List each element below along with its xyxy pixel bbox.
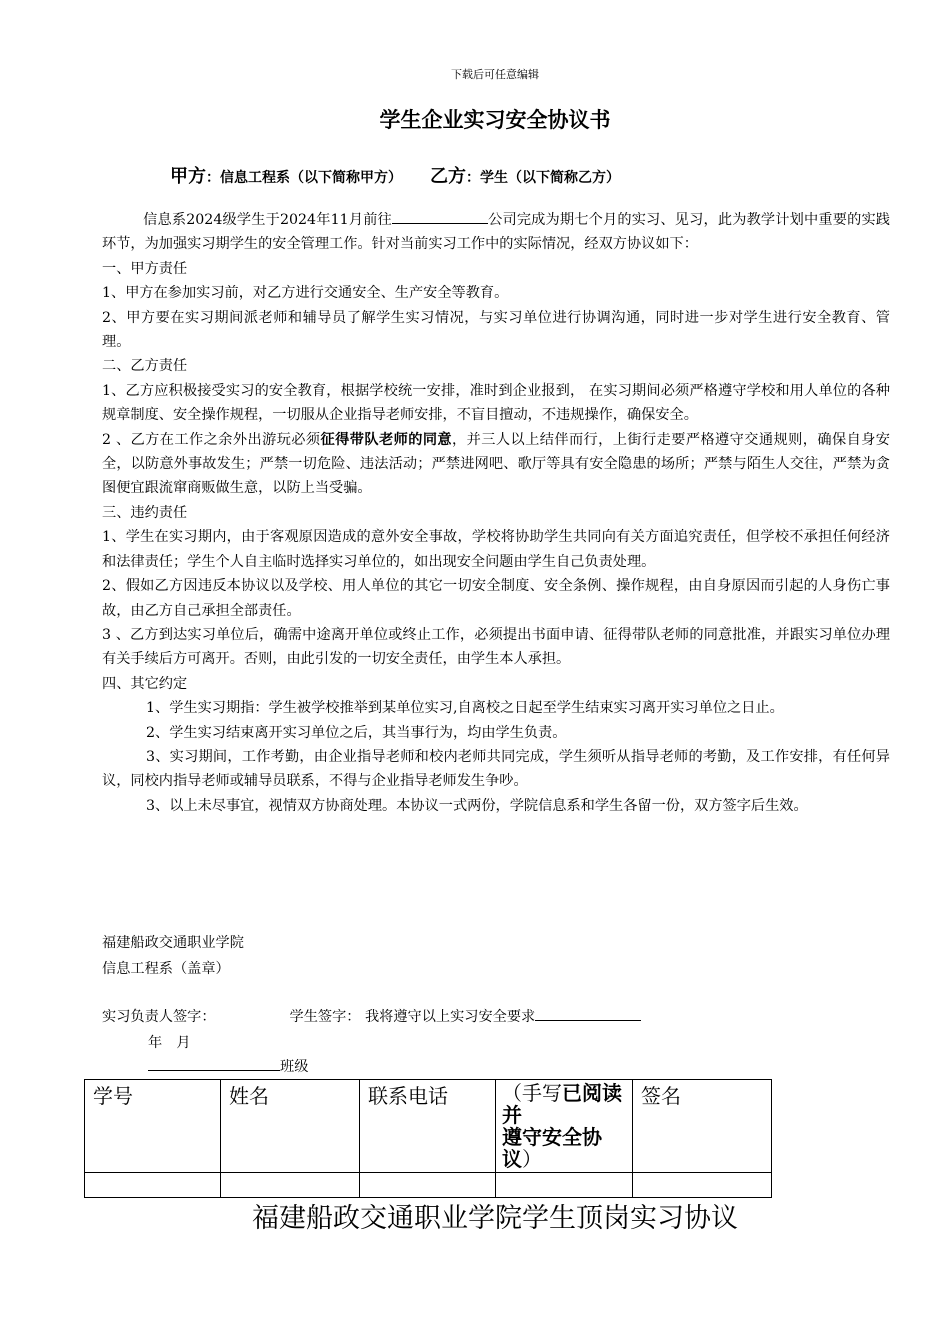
- clause-item: 1、学生实习期指：学生被学校推举到某单位实习,自离校之日起至学生结束实习离开实习单位之日止。: [146, 700, 784, 717]
- clause-item: 1、学生在实习期内，由于客观原因造成的意外安全事故，学校将协助学生共同向有关方面追究责任，但学校不承担任何经济和法律责任；学生个人自主临时选择实习单位的，如出现安全问题由学生自己负责处理。: [102, 529, 890, 570]
- table-cell[interactable]: [633, 1173, 772, 1198]
- section-heading: 一、甲方责任: [102, 260, 188, 277]
- table-cell[interactable]: [221, 1173, 360, 1198]
- clause-item: 3 、乙方到达实习单位后，确需中途离开单位或终止工作，必须提出书面申请、征得带队老师的同意批准，并跟实习单位办理有关手续后方可离开。否则，由此引发的一切安全责任，由学生本人承担。: [102, 626, 890, 668]
- column-header: 联系电话: [360, 1080, 496, 1173]
- party-a-label: 甲方: [170, 166, 206, 187]
- note-emphasis: 遵守安全协议: [502, 1125, 602, 1171]
- department-seal: 信息工程系（盖章）: [102, 961, 230, 977]
- header-note: 下载后可任意编辑: [451, 68, 539, 81]
- clause-emphasis: 征得带队老师的同意: [320, 431, 453, 448]
- column-header-acknowledgement: [496, 1080, 633, 1173]
- table-row: [85, 1173, 772, 1198]
- organization-block: [102, 930, 244, 982]
- party-b-text: ：学生（以下简称乙方）: [466, 170, 620, 186]
- clause-text: 2 、乙方在工作之余外出游玩必须: [102, 431, 321, 448]
- student-signature-label: 学生签字： 我将遵守以上实习安全要求: [289, 1009, 536, 1025]
- agreement-body: [102, 208, 890, 818]
- party-a-text: ：信息工程系（以下简称甲方）: [206, 170, 402, 186]
- table-cell[interactable]: [360, 1173, 496, 1198]
- parties-line: [170, 162, 620, 188]
- clause-item: 2、假如乙方因违反本协议以及学校、用人单位的其它一切安全制度、安全条例、操作规程，由自身原因而引起的人身伤亡事故，由乙方自己承担全部责任。: [102, 578, 890, 619]
- clause-item: 3、以上未尽事宜，视情双方协商处理。本协议一式两份，学院信息系和学生各留一份，双方签字后生效。: [146, 797, 808, 814]
- section-heading: 四、其它约定: [102, 675, 188, 692]
- clause-text: ，并三人以上结伴而行，上街行走要严格遵守交通规则，确保自身安全，以防意外事故发生；严禁一切危险、违法活动；严禁进网吧、歌厅等具有安全隐患的场所；严禁与陌生人交往，严禁为贪图便宜跟流窜商贩做生意，以防上当受骗。: [102, 431, 890, 497]
- next-document-title: 福建船政交通职业学院学生顶岗实习协议: [252, 1203, 738, 1234]
- date-line: 年 月: [148, 1035, 191, 1051]
- school-name: 福建船政交通职业学院: [102, 935, 244, 951]
- column-header: 姓名: [221, 1080, 360, 1173]
- class-label: 班级: [280, 1059, 309, 1075]
- column-header: 签名: [633, 1080, 772, 1173]
- section-heading: 三、违约责任: [102, 504, 188, 521]
- table-header-row: [85, 1080, 772, 1173]
- document-title: 学生企业实习安全协议书: [379, 108, 611, 132]
- note-emphasis: 已阅读并: [502, 1081, 622, 1127]
- intro-text-before: 信息系2024级学生于2024年11月前往: [143, 212, 392, 228]
- class-line: [148, 1056, 308, 1076]
- table-cell[interactable]: [496, 1173, 633, 1198]
- class-blank[interactable]: [148, 1056, 280, 1071]
- column-header: 学号: [85, 1080, 221, 1173]
- company-blank[interactable]: [392, 209, 488, 224]
- clause-item: 1、乙方应积极接受实习的安全教育，根据学校统一安排，准时到企业报到， 在实习期间必须严格遵守学校和用人单位的各种规章制度、安全操作规程，一切服从企业指导老师安排，不盲目擅动，不违规操作，确保安全。: [102, 382, 890, 424]
- intro-paragraph: [102, 208, 890, 257]
- clause-item: 2、学生实习结束离开实习单位之后，其当事行为，均由学生负责。: [146, 724, 567, 741]
- party-b-label: 乙方: [430, 166, 466, 187]
- student-signature-blank[interactable]: [535, 1006, 641, 1021]
- section-heading: 二、乙方责任: [102, 358, 188, 375]
- supervisor-signature-label: 实习负责人签字：: [102, 1009, 216, 1025]
- clause-item: [102, 428, 890, 501]
- clause-item: 1、甲方在参加实习前，对乙方进行交通安全、生产安全等教育。: [102, 285, 509, 302]
- clause-item: 3、实习期间，工作考勤，由企业指导老师和校内老师共同完成，学生须听从指导老师的考勤，及工作安排，有任何异议，同校内指导老师或辅导员联系，不得与企业指导老师发生争吵。: [102, 748, 890, 790]
- note-text: （手写: [502, 1081, 562, 1105]
- clause-item: 2、甲方要在实习期间派老师和辅导员了解学生实习情况，与实习单位进行协调沟通，同时进一步对学生进行安全教育、管理。: [102, 309, 890, 351]
- table-cell[interactable]: [85, 1173, 221, 1198]
- intro-text-after: 公司完成为期七个月的实习、见习，此为教学计划中重要的实践环节，为加强实习期学生的安全管理工作。针对当前实习工作中的实际情况，经双方协议如下：: [102, 212, 890, 253]
- signature-row: [102, 1006, 641, 1026]
- student-info-table: [84, 1079, 772, 1198]
- note-text: ）: [522, 1147, 542, 1171]
